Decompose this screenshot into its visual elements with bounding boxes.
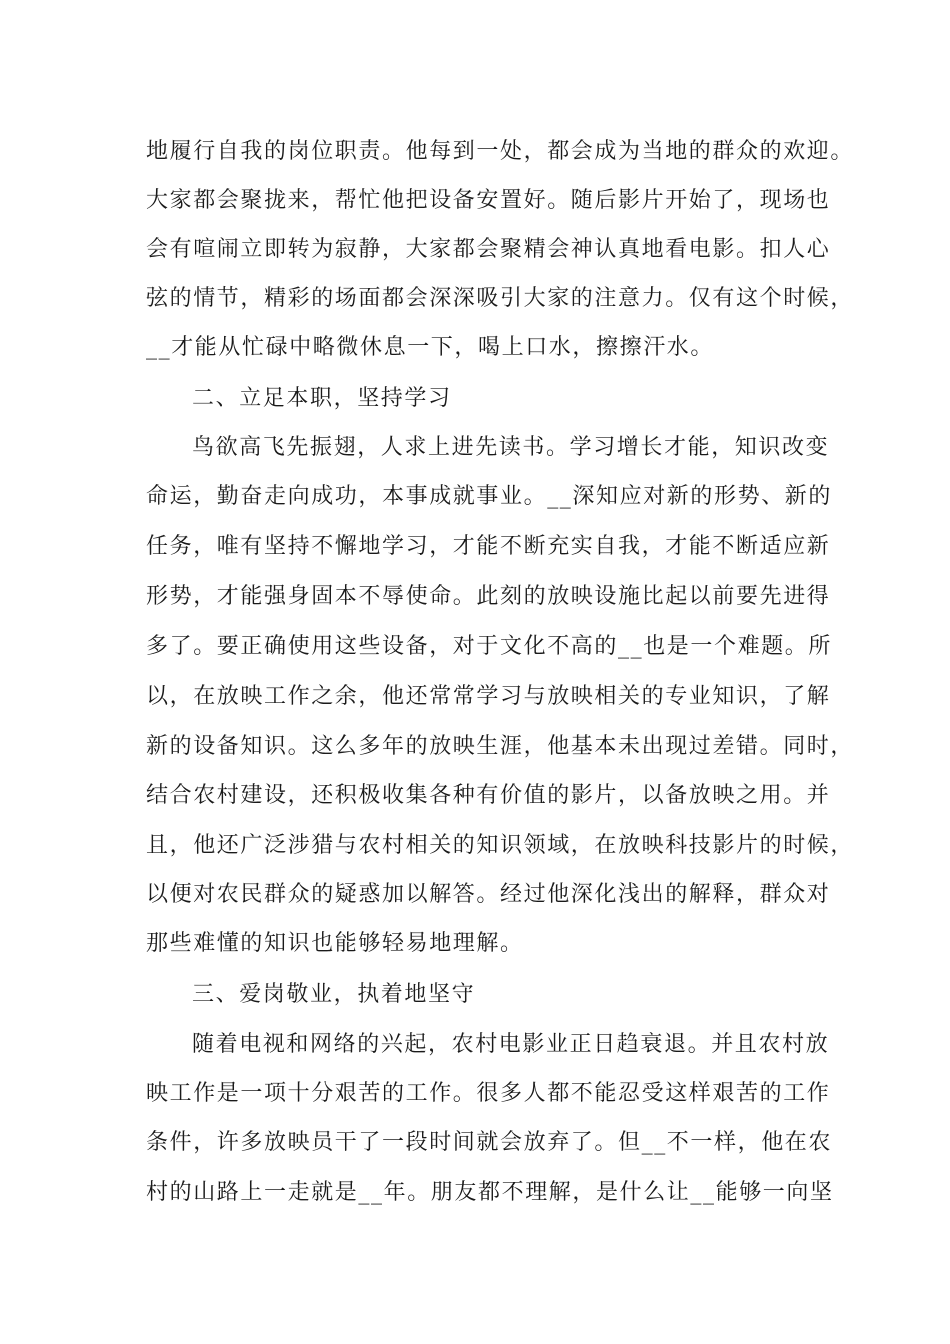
- text-line: 多了。要正确使用这些设备，对于文化不高的__也是一个难题。所: [146, 634, 833, 659]
- text-line: 随着电视和网络的兴起，农村电影业正日趋衰退。并且农村放: [192, 1032, 830, 1057]
- text-line: 任务，唯有坚持不懈地学习，才能不断充实自我，才能不断适应新: [146, 534, 831, 559]
- text-line: 形势，才能强身固本不辱使命。此刻的放映设施比起以前要先进得: [146, 584, 831, 609]
- text-line: 映工作是一项十分艰苦的工作。很多人都不能忍受这样艰苦的工作: [146, 1081, 831, 1106]
- text-line: 且，他还广泛涉猎与农村相关的知识领域，在放映科技影片的时候，: [146, 833, 855, 858]
- text-line: 以，在放映工作之余，他还常常学习与放映相关的专业知识，了解: [146, 684, 831, 709]
- text-line: 命运，勤奋走向成功，本事成就事业。__深知应对新的形势、新的: [146, 484, 833, 509]
- text-line: 会有喧闹立即转为寂静，大家都会聚精会神认真地看电影。扣人心: [146, 237, 831, 262]
- text-line: 村的山路上一走就是__年。朋友都不理解，是什么让__能够一向坚: [146, 1180, 834, 1205]
- text-line: 大家都会聚拢来，帮忙他把设备安置好。随后影片开始了，现场也: [146, 188, 831, 213]
- text-line: 地履行自我的岗位职责。他每到一处，都会成为当地的群众的欢迎。: [146, 139, 855, 164]
- text-line: 鸟欲高飞先振翅，人求上进先读书。学习增长才能，知识改变: [192, 435, 830, 460]
- text-line: 新的设备知识。这么多年的放映生涯，他基本未出现过差错。同时，: [146, 734, 855, 759]
- text-line: 结合农村建设，还积极收集各种有价值的影片，以备放映之用。并: [146, 783, 831, 808]
- text-line: __才能从忙碌中略微休息一下，喝上口水，擦擦汗水。: [146, 335, 715, 360]
- text-line: 那些难懂的知识也能够轻易地理解。: [146, 931, 524, 956]
- text-line: 条件，许多放映员干了一段时间就会放弃了。但__不一样，他在农: [146, 1130, 833, 1155]
- text-line: 以便对农民群众的疑惑加以解答。经过他深化浅出的解释，群众对: [146, 882, 831, 907]
- text-line: 弦的情节，精彩的场面都会深深吸引大家的注意力。仅有这个时候，: [146, 286, 855, 311]
- section-heading: 三、爱岗敬业，执着地坚守: [192, 982, 476, 1007]
- section-heading: 二、立足本职，坚持学习: [192, 386, 452, 411]
